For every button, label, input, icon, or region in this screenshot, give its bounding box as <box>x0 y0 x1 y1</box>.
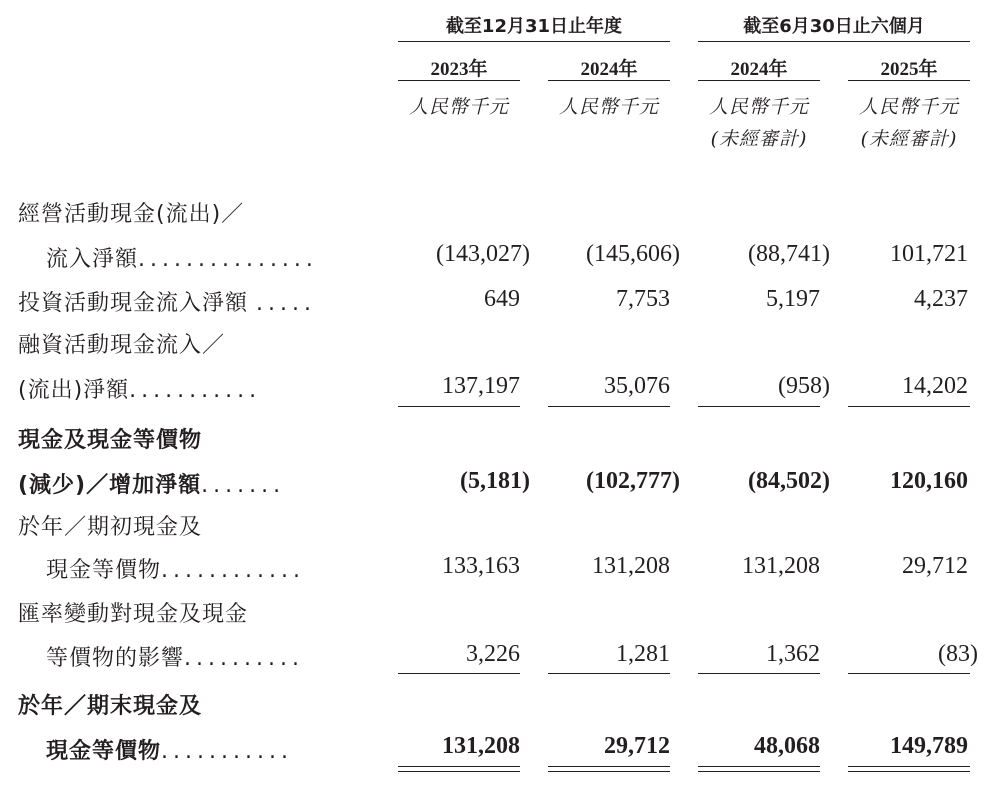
row-closing-label-text: 現金等價物 <box>46 739 162 764</box>
subtotal-rule2-col1 <box>398 673 520 674</box>
row-investing-value-col1: 649 <box>484 286 520 312</box>
row-fx-value-col3: 1,362 <box>766 641 820 667</box>
row-opening-value-col1: 133,163 <box>442 553 520 579</box>
group-rule-interim <box>698 41 970 42</box>
row-net-change-label-line1: 現金及現金等價物 <box>18 428 203 453</box>
row-net-change-label-text: (減少)／增加淨額 <box>18 473 202 498</box>
subtotal-rule-col4 <box>848 406 970 407</box>
row-fx-label-line1: 匯率變動對現金及現金 <box>18 602 249 627</box>
row-net-change-value-col3: (84,502) <box>748 468 830 494</box>
year-rule-col2 <box>548 80 670 81</box>
row-net-change-label-line2 <box>18 468 285 499</box>
row-closing-label-line1: 於年／期末現金及 <box>18 694 203 719</box>
row-operating-label-line2 <box>46 242 318 273</box>
unaudited-col3: (未經審計) <box>710 128 808 150</box>
total-double-rule-col2-a <box>548 766 670 767</box>
row-investing-value-col4: 4,237 <box>914 286 968 312</box>
row-financing-label-text: (流出)淨額 <box>18 378 130 403</box>
year-header-col1: 2023年 <box>430 59 488 80</box>
unaudited-col4: (未經審計) <box>860 128 958 150</box>
row-financing-label-line1: 融資活動現金流入／ <box>18 333 226 358</box>
row-fx-label-text: 等價物的影響 <box>46 646 185 671</box>
year-rule-col3 <box>698 80 820 81</box>
row-fx-value-col4: (83) <box>938 641 978 667</box>
row-closing-value-col4: 149,789 <box>890 733 968 759</box>
row-net-change-value-col1: (5,181) <box>460 468 530 494</box>
total-double-rule-col3-b <box>698 771 820 772</box>
group-header-annual: 截至12月31日止年度 <box>445 16 623 37</box>
unit-col3: 人民幣千元 <box>708 96 809 118</box>
group-rule-annual <box>398 41 670 42</box>
subtotal-rule2-col3 <box>698 673 820 674</box>
row-opening-value-col4: 29,712 <box>902 553 968 579</box>
year-header-col2: 2024年 <box>580 59 638 80</box>
row-opening-value-col3: 131,208 <box>742 553 820 579</box>
row-operating-label-line1: 經營活動現金(流出)／ <box>18 202 245 227</box>
row-financing-value-col2: 35,076 <box>604 373 670 399</box>
leader-dots: ........... <box>129 378 262 403</box>
row-investing-value-col3: 5,197 <box>766 286 820 312</box>
subtotal-rule-col1 <box>398 406 520 407</box>
row-operating-value-col1: (143,027) <box>436 241 530 267</box>
row-fx-value-col2: 1,281 <box>616 641 670 667</box>
total-double-rule-col4-b <box>848 771 970 772</box>
row-investing-label <box>18 286 316 317</box>
leader-dots: ........... <box>161 739 293 764</box>
row-financing-value-col3: (958) <box>778 373 830 399</box>
row-financing-value-col4: 14,202 <box>902 373 968 399</box>
subtotal-rule-col2 <box>548 406 670 407</box>
row-closing-value-col1: 131,208 <box>442 733 520 759</box>
total-double-rule-col1-a <box>398 766 520 767</box>
row-closing-value-col3: 48,068 <box>754 733 820 759</box>
row-closing-value-col2: 29,712 <box>604 733 670 759</box>
row-net-change-value-col4: 120,160 <box>890 468 968 494</box>
group-header-interim: 截至6月30日止六個月 <box>743 16 925 37</box>
row-operating-value-col4: 101,721 <box>890 241 968 267</box>
leader-dots: .......... <box>184 646 304 671</box>
row-opening-label-line1: 於年／期初現金及 <box>18 515 203 540</box>
row-financing-value-col1: 137,197 <box>442 373 520 399</box>
row-operating-value-col3: (88,741) <box>748 241 830 267</box>
unit-col1: 人民幣千元 <box>408 96 509 118</box>
year-header-col4: 2025年 <box>880 59 938 80</box>
row-investing-label-text: 投資活動現金流入淨額 <box>18 291 249 316</box>
row-opening-value-col2: 131,208 <box>592 553 670 579</box>
row-fx-label-line2 <box>46 641 304 672</box>
subtotal-rule2-col2 <box>548 673 670 674</box>
total-double-rule-col3-a <box>698 766 820 767</box>
leader-dots: ..... <box>256 291 316 316</box>
year-rule-col4 <box>848 80 970 81</box>
row-operating-value-col2: (145,606) <box>586 241 680 267</box>
row-operating-label-text: 流入淨額 <box>46 247 139 272</box>
leader-dots: ....... <box>201 473 286 498</box>
row-net-change-value-col2: (102,777) <box>586 468 680 494</box>
subtotal-rule2-col4 <box>848 673 970 674</box>
year-rule-col1 <box>398 80 520 81</box>
subtotal-rule-col3 <box>698 406 820 407</box>
total-double-rule-col1-b <box>398 771 520 772</box>
row-closing-label-line2 <box>46 734 293 765</box>
leader-dots: ............... <box>138 247 318 272</box>
row-opening-label-line2 <box>46 553 305 584</box>
leader-dots: ............ <box>161 558 305 583</box>
row-financing-label-line2 <box>18 373 261 404</box>
total-double-rule-col2-b <box>548 771 670 772</box>
row-fx-value-col1: 3,226 <box>466 641 520 667</box>
unit-col2: 人民幣千元 <box>558 96 659 118</box>
row-opening-label-text: 現金等價物 <box>46 558 162 583</box>
total-double-rule-col4-a <box>848 766 970 767</box>
row-investing-value-col2: 7,753 <box>616 286 670 312</box>
year-header-col3: 2024年 <box>730 59 788 80</box>
unit-col4: 人民幣千元 <box>858 96 959 118</box>
